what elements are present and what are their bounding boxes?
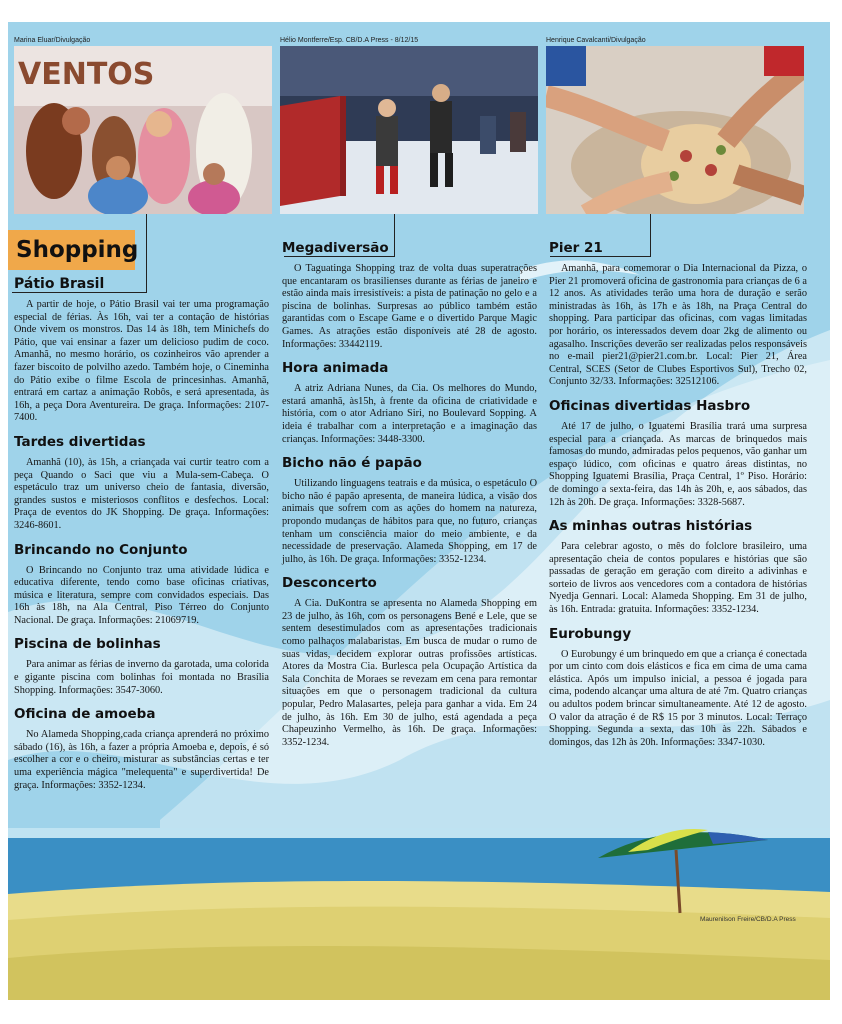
photo-pizza-workshop <box>546 46 804 214</box>
article-body: O Taguatinga Shopping traz de volta duas superatrações que encantaram os brasilienses durante as férias de janeiro e estão ainda mais irresistíveis: a pista de patinação no gelo e a piscina de bolinhas. Surpresas ao público também estão garantidas com o Escape Game e o divertido Parque Magic Games. As atrações estão disponíveis até 28 de agosto. Informações: 33442119. <box>282 263 537 350</box>
article-minhas-outras-historias <box>549 518 807 617</box>
article-title: Eurobungy <box>549 625 632 642</box>
article-title: Bicho não é papão <box>282 455 422 472</box>
photo-theater-characters <box>14 46 272 214</box>
article-eurobungy <box>549 626 807 750</box>
article-title: Brincando no Conjunto <box>14 541 188 558</box>
article-body: A partir de hoje, o Pátio Brasil vai ter uma programação especial de férias. Às 16h, vai ter a contação de histórias Onde vivem os monstros. Das 14 às 18h, tem Minichefs do Pátio, que vai ensinar a fazer um delicioso pudim de coco. Amanhã, no mesmo horário, os cozinheiros vão aprender a fazer biscoito de polvilho azedo. Também hoje, o Cineminha do Pátio exibe o filme Escola de princesinhas. Amanhã, entrará em cartaz a animação Robôs, e será apresentada, às 16h, a peça Dora Aventureira. De graça. Informações: 2107-7400. <box>14 299 269 424</box>
article-megadiversao <box>282 240 537 351</box>
section-title: Shopping <box>8 230 135 270</box>
article-title: Hora animada <box>282 360 389 377</box>
article-body: Para animar as férias de inverno da garotada, uma colorida e gigante piscina com bolinhas foi montada no Brasília Shopping. Informações: 3547-3060. <box>14 659 269 696</box>
article-hora-animada <box>282 360 537 446</box>
article-title: Megadiversão <box>282 240 389 256</box>
article-body: Amanhã (10), às 15h, a criançada vai curtir teatro com a peça Quando o Saci que viu a Mula-sem-Cabeça. O espetáculo traz um universo cheio de fantasia, diversão, grandes sustos e misteriosos conflitos e desfechos. Local: Praça de eventos do JK Shopping. De graça. Informações: 3246-8601. <box>14 456 269 531</box>
photo-ice-skating <box>280 46 538 214</box>
article-title: Oficina de amoeba <box>14 706 156 723</box>
article-pier-21 <box>549 240 807 389</box>
article-title: Oficinas divertidas Hasbro <box>549 397 751 414</box>
article-tardes-divertidas <box>14 434 269 533</box>
article-bicho-nao-e-papao <box>282 455 537 566</box>
article-title: Pátio Brasil <box>14 276 105 292</box>
column-left <box>14 276 269 801</box>
article-body: Amanhã, para comemorar o Dia Internacional da Pizza, o Pier 21 promoverá oficina de gastronomia para crianças de 6 a 12 anos. As atividades terão uma hora de duração e serão ministradas às 16h, às 17h e às 18h, na Praça Central do shopping. Para participar das oficinas, com vagas limitadas por horário, os interessados devem doar 2kg de alimento ou agasalho. Inscrições deverão ser realizadas pelos responsáveis no e-mail pier21@pier21.com.br. Local: Pier 21, Área Central, SCES (Setor de Clubes Esportivos Sul), Trecho 02, Conjunto 32/33. Informações: 32512106. <box>549 263 807 388</box>
article-desconcerto <box>282 575 537 749</box>
article-body: A atriz Adriana Nunes, da Cia. Os melhores do Mundo, estará amanhã, às15h, à frente da oficina de criatividade e história, com o ator Adriano Siri, no Boulevard Sopping. A ideia é trabalhar com a interpretação e a imaginação das crianças. Informações: 3448-3300. <box>282 383 537 445</box>
article-body: Para celebrar agosto, o mês do folclore brasileiro, uma apresentação cheia de contos populares e histórias que são passadas de geração em geração com direito a adivinhas e sorteio de livros aos vencedores com a contadora de histórias Nyedja Gennari. Local: Alameda Shopping. Em 31 de julho, às 16h. Entrada: gratuita. Informações: 3352-1234. <box>549 541 807 616</box>
photo-credit: Henrique Cavalcanti/Divulgação <box>546 37 646 44</box>
article-brincando-no-conjunto <box>14 542 269 628</box>
article-patio-brasil <box>14 276 269 425</box>
article-title: Piscina de bolinhas <box>14 636 161 653</box>
article-body: Utilizando linguagens teatrais e da música, o espetáculo O bicho não é papão apresenta, de maneira lúdica, a visão dos animais que sofrem com as ações do homem na natureza, propondo mudanças de hábitos para que, no futuro, crianças tenham um consciência maior do meio ambiente, e da necessidade de preservação. Alameda Shopping, em 17 de julho, às 16h. De graça. Informações: 3352-1234. <box>282 478 537 565</box>
sign-lettering: VENTOS <box>18 57 155 92</box>
column-middle <box>282 240 537 758</box>
article-body: Até 17 de julho, o Iguatemi Brasília trará uma surpresa especial para a criançada. As marcas de brinquedos mais famosas do mundo, admiradas pelos pequenos, vão ganhar um espaço lúdico, com oficinas e quatro áreas distintas, no Shopping Iguatemi Brasília, Praça Central, 1º Piso. Horário: de domingo a sexta-feira, das 14h às 20h, e, aos sábados, das 12h às 20h. De graça. Informações: 3328-5687. <box>549 420 807 508</box>
article-title: Pier 21 <box>549 240 603 256</box>
photo-credit: Hélio Montferre/Esp. CB/D.A Press - 8/12/15 <box>280 37 419 44</box>
article-body: No Alameda Shopping,cada criança aprenderá no próximo sábado (16), às 16h, a fazer a própria Amoeba e, depois, é só escolher a cor e o cheiro, misturar as substâncias certas e ter uma experiência mágica "melequenta" e superdivertida! De graça. Informações: 3352-1234. <box>14 729 269 791</box>
article-body: A Cia. DuKontra se apresenta no Alameda Shopping em 23 de julho, às 16h, com os personagens Bené e Lele, que se sentem desestimulados com as apresentações tradicionais como palhaços malabaristas. Em busca de mudar o rumo de suas vidas, decidem explorar outras profissões artísticas. Atores da Mostra Cia. Burlesca pela Ocupação Artística da Sala Conchita de Moraes se revezam em cena para remontar situações em que o personagem tradicional da cultura popular, Pedro Malasartes, peleja para ganhar a vida. Em 24 de julho, às 16h. Em 30 de julho, está agendada a peça Chapeuzinho Vermelho, às 16h. De graça. Informações: 3352-1234. <box>282 598 537 748</box>
article-piscina-de-bolinhas <box>14 636 269 697</box>
article-title: As minhas outras histórias <box>549 518 753 535</box>
article-title: Tardes divertidas <box>14 433 146 450</box>
section-tag <box>8 230 158 274</box>
illustration-credit: Maurenilson Freire/CB/D.A Press <box>700 916 796 923</box>
beach-illustration <box>8 828 830 1000</box>
article-body: O Brincando no Conjunto traz uma atividade lúdica e educativa diferente, tendo como base oficinas criativas, música e literatura, sempre com convidados especiais. Das 16h às 18h, na Ala Central, Piso Térreo do Conjunto Nacional. De graça. Informações: 21069719. <box>14 564 269 626</box>
article-oficina-de-amoeba <box>14 706 269 792</box>
photo-credit: Marina Eluar/Divulgação <box>14 37 91 44</box>
article-body: O Eurobungy é um brinquedo em que a criança é conectada por um cinto com dois elásticos e fica em cima de uma cama elástica. Após um impulso inicial, a pessoa é jogada para cima, podendo alcançar uma altura de até 7m. Quatro crianças ou adultos podem brincar simultaneamente. Até 12 de agosto. O valor da atração é de R$ 15 por 3 minutos. Local: Terraço Shopping. Segunda a sexta, das 10h às 22h. Sábados e domingos, das 12h às 20h. Informações: 3347-1030. <box>549 648 807 748</box>
article-oficinas-hasbro <box>549 398 807 509</box>
column-right <box>549 240 807 758</box>
article-title: Desconcerto <box>282 575 377 592</box>
